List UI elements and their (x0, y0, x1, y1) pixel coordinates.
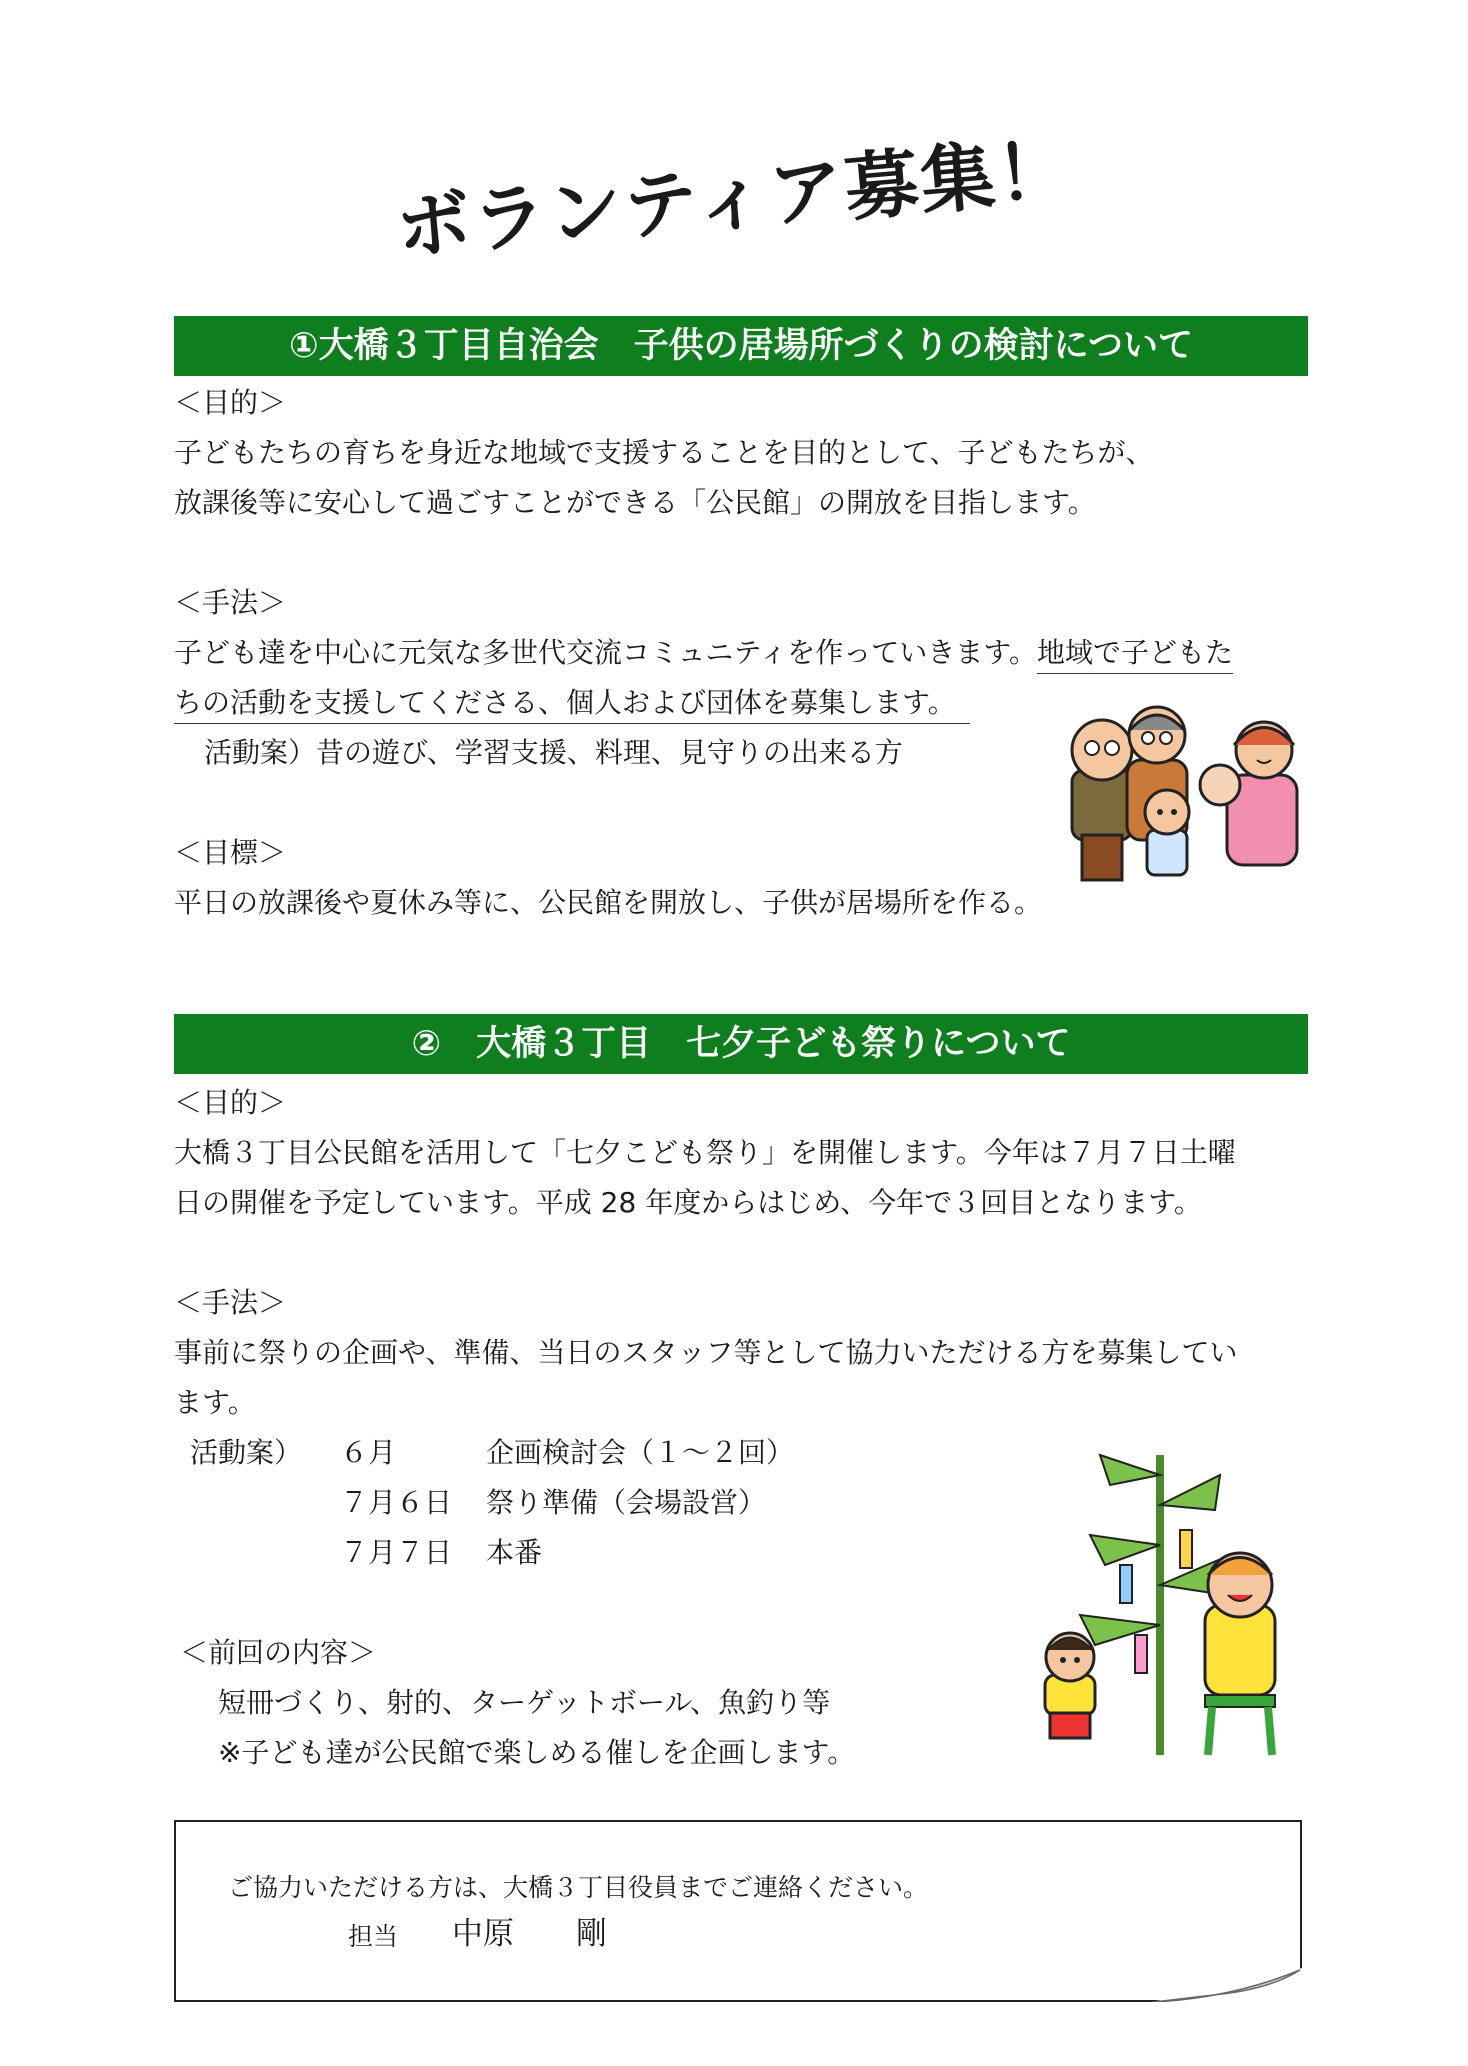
schedule-date: ７月７日 (340, 1536, 453, 1569)
section2-method-line1: 事前に祭りの企画や、準備、当日のスタッフ等として協力いただける方を募集してい (174, 1336, 1238, 1369)
section1-method-line1 (174, 633, 1233, 673)
section1-goal-line: 平日の放課後や夏休み等に、公民館を開放し、子供が居場所を作る。 (174, 886, 1043, 919)
section2-purpose-line2: 日の開催を予定しています。平成 28 年度からはじめ、今年で３回目となります。 (174, 1186, 1202, 1219)
section1-method-line2 (174, 683, 970, 723)
section2-purpose-label: ＜目的＞ (174, 1086, 287, 1119)
section1-goal-label: ＜目標＞ (174, 836, 287, 869)
section2-previous-line1: 短冊づくり、射的、ターゲットボール、魚釣り等 (218, 1686, 831, 1719)
section2-previous-label: ＜前回の内容＞ (180, 1636, 377, 1669)
family-illustration (1052, 700, 1342, 900)
section1-method-line1a: 子ども達を中心に元気な多世代交流コミュニティを作っていきます。 (174, 636, 1037, 669)
tanabata-illustration (1030, 1435, 1330, 1775)
schedule-task: 本番 (486, 1536, 543, 1569)
section1-purpose-line1: 子どもたちの育ちを身近な地域で支援することを目的として、子どもたちが、 (174, 436, 1154, 469)
schedule-task: 祭り準備（会場設営） (486, 1486, 767, 1519)
section2-purpose-line1: 大橋３丁目公民館を活用して「七夕こども祭り」を開催します。今年は７月７日土曜 (174, 1136, 1236, 1169)
section2-activity-label: 活動案） (190, 1436, 303, 1469)
contact-line: ご協力いただける方は、大橋３丁目役員までご連絡ください。 (228, 1873, 929, 1902)
contact-role: 担当 (348, 1922, 399, 1951)
page-title: ボランティア募集！ (392, 126, 1076, 272)
page-curl-decoration (1152, 1968, 1302, 2002)
section1-purpose-label: ＜目的＞ (174, 386, 287, 419)
section1-purpose-line2: 放課後等に安心して過ごすことができる「公民館」の開放を目指します。 (174, 486, 1096, 519)
section2-method-label: ＜手法＞ (174, 1286, 287, 1319)
contact-name: 中原 剛 (452, 1916, 607, 1952)
section1-method-line2-text: ちの活動を支援してくださる、個人および団体を募集します。 (174, 686, 970, 724)
section2-previous-line2: ※子ども達が公民館で楽しめる催しを企画します。 (218, 1736, 856, 1769)
section1-method-line1b: 地域で子どもた (1037, 636, 1233, 674)
schedule-date: ７月６日 (340, 1486, 453, 1519)
section1-activity: 活動案）昔の遊び、学習支援、料理、見守りの出来る方 (204, 736, 903, 769)
section1-heading: ①大橋３丁目自治会 子供の居場所づくりの検討について (174, 316, 1308, 376)
schedule-task: 企画検討会（１～２回） (486, 1436, 795, 1469)
contact-box (174, 1820, 1302, 2002)
section1-method-label: ＜手法＞ (174, 586, 287, 619)
section2-heading: ② 大橋３丁目 七夕子ども祭りについて (174, 1014, 1308, 1074)
section2-method-line2: ます。 (174, 1386, 256, 1419)
schedule-date: ６月 (340, 1436, 397, 1469)
